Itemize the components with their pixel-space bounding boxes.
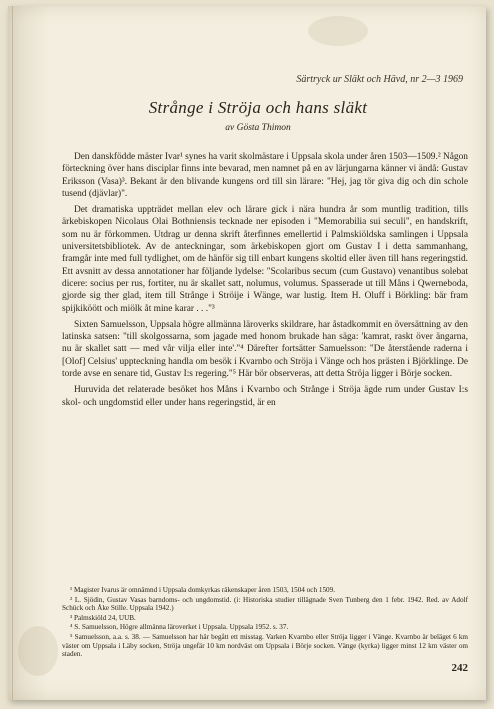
paper-stain [18,626,58,676]
article-body [62,151,468,413]
article-title: Strånge i Ströja och hans släkt [148,98,368,117]
binding-fold [12,6,13,700]
footnote: ¹ Magister Ivarus är omnämnd i Uppsala domkyrkas räkenskaper åren 1503, 1504 och 1509. [70,586,336,594]
body-paragraph: Den danskfödde mäster Ivar¹ synes ha varit skolmästare i Uppsala skola under åren 1503—1509.² Någon förteckning över hans disciplar finns inte bevarad, men namnet på en av lärjungarna känner vi ändå: Gustav Eriksson (Vasa)³. Bekant är den blivande kungens ord till sin lärare: "Hej, jag tör giva dig och din schole tusend (djävlar)". [62,152,468,199]
footnote: ² L. Sjödin, Gustav Vasas barndoms- och ungdomstid. (i: Historiska studier tillägnade Sven Tunberg den 1 febr. 1942. Red. av Adolf Schück och Åke Stille. Uppsala 1942.) [62,595,468,613]
binding-shadow [8,6,48,700]
footnotes [62,586,468,660]
body-paragraph: Sixten Samuelsson, Uppsala högre allmänna läroverks skildrare, har åstadkommit en översättning av den latinska satsen: "till skolgossarna, som jagade med honom brukade han säga: 'kamrat, raskt över ängarna, nu är skallet satt — med vår vilja eller inte'."⁴ Därefter fortsätter Samuelsson: "De återstående raderna i [Olof] Celsius' uppteckning handla om besök i Kvarnbo och Ströja i Vänge och hos prästen i Björklinge. De torde avse en senare tid, Gustav I:s regering."⁵ Här bör observeras, att detta Ströja ligger i Börje socken. [62,319,468,380]
offprint-header: Särtryck ur Släkt och Hävd, nr 2—3 1969 [296,74,463,85]
article-author: av Gösta Thimon [225,123,291,133]
paper-stain [308,16,368,46]
body-paragraph: Det dramatiska uppträdet mellan elev och lärare gick i nära hundra år som muntlig tradition, tills ärkebiskopen Nicolaus Olai Bothniensis tecknade ner episoden i "Memorabilia sui seculi", en handskrift, som nu är förkommen. Utdrag ur denna skrift återfinnes emellertid i Palmskiöldska samlingen i Uppsala universitetsbibliotek. Av de anteckningar, som ärkebiskopen gjort om Gustav I i detta sammanhang, framgår inte med full tydlighet, om de hänför sig till enbart kungens skoltid eller även till hans regeringstid. Ett avsnitt av dessa annotationer har följande lydelse: "Scolaribus secum (cum Gustavo) venantibus solebat dicere: socius per rus, fortiter, nu är skallet satt, nolumus, volumus. Spasserade ut till Måns i Qwerneboda, gjorde sig ther glad, item till Strånge i Ströije i Wänge, war lustig. Item H. Oluff i Börkling: bär fram spijkiköött och miölk åt mine karar . . ."³ [62,205,468,314]
page-number: 242 [451,662,468,674]
document-page [8,6,486,700]
footnote: ³ Palmskiöld 24, UUB. [70,613,136,622]
body-paragraph: Huruvida det relaterade besöket hos Måns i Kvarnbo och Strånge i Ströja ägde rum under Gustav I:s skol- och ungdomstid eller under hans regeringstid, är en [62,385,468,408]
footnote: ⁵ Samuelsson, a.a. s. 38. — Samuelsson har här begått ett misstag. Varken Kvarnbo eller Ströja ligger i Vänge. Kvarnbo är beläget 6 km väster om Uppsala i Läby socken, Ströja ungefär 10 km nordväst om Uppsala i Börje socken. Vänge (kyrka) ligger minst 12 km väster om staden. [62,632,468,659]
footnote: ⁴ S. Samuelsson, Högre allmänna läroverket i Uppsala. Uppsala 1952. s. 37. [70,623,289,632]
